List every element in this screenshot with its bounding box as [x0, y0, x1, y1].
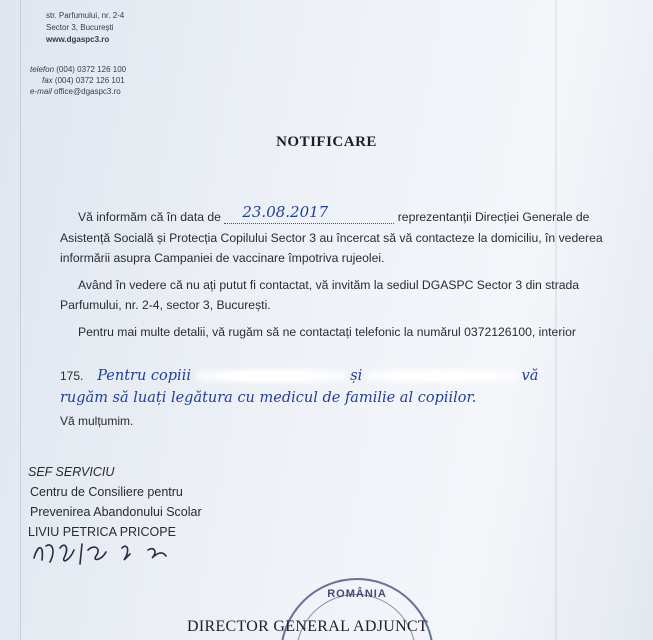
phone-label: telefon — [30, 65, 55, 74]
redacted-area — [196, 369, 346, 383]
contact-block — [30, 64, 126, 97]
handwritten-text: și — [350, 368, 363, 384]
interior-number: 175. — [60, 369, 84, 383]
handwritten-text: vă — [521, 368, 539, 384]
fax-line — [30, 75, 126, 86]
paragraph-1-rest: reprezentanții Direcției Generale de Asistență Socială și Protecția Copilului Sector 3 au încercat să vă contacteze la domiciliu, în vederea informării asupra Campaniei de vaccinare împotriva rujeolei. — [60, 210, 603, 265]
paragraph-2 — [60, 275, 632, 315]
email-line — [30, 86, 126, 97]
email-value: office@dgaspc3.ro — [54, 87, 121, 96]
phone-line — [30, 64, 126, 75]
department-line: Prevenirea Abandonului Scolar — [30, 505, 202, 519]
signatory-name: LIVIU PETRICA PRICOPE — [28, 525, 176, 539]
department-line: Centru de Consiliere pentru — [30, 485, 183, 499]
stamp-text: ROMÂNIA — [327, 588, 387, 600]
handwritten-line-1 — [60, 365, 650, 387]
website: www.dgaspc3.ro — [46, 35, 110, 44]
closing-text: Vă mulțumim. — [60, 414, 134, 428]
paragraph-3 — [60, 322, 632, 342]
address-line: str. Parfumului, nr. 2-4 — [46, 11, 125, 20]
paragraph-1 — [60, 203, 632, 268]
redacted-area — [367, 369, 517, 383]
phone-value: (004) 0372 126 100 — [56, 65, 127, 74]
handwritten-text: Pentru copiii — [97, 368, 191, 384]
paragraph-1-start: Vă informăm că în data de — [78, 210, 221, 224]
handwritten-date: 23.08.2017 — [242, 203, 329, 221]
date-field — [224, 202, 394, 224]
paragraph-2-text: Având în vedere că nu ați putut fi contactat, vă invităm la sediul DGASPC Sector 3 din strada Parfumului, nr. 2-4, sector 3, București. — [60, 278, 580, 312]
signatory-role: SEF SERVICIU — [28, 465, 115, 479]
fax-label: fax — [42, 76, 53, 85]
document-body — [60, 203, 632, 349]
handwritten-line-2: rugăm să luați legătura cu medicul de familie al copiilor. — [60, 390, 477, 406]
address-line: Sector 3, București — [46, 23, 114, 32]
director-title: DIRECTOR GENERAL ADJUNCT — [187, 618, 428, 635]
paragraph-3-text: Pentru mai multe detalii, vă rugăm să ne contactați telefonic la numărul 0372126100, interior — [78, 325, 576, 339]
paper-fold — [20, 0, 21, 640]
handwritten-note — [60, 365, 650, 409]
fax-value: (004) 0372 126 101 — [54, 76, 125, 85]
email-label: e-mail — [30, 87, 52, 96]
signature-block — [28, 462, 202, 542]
handwritten-signature — [30, 536, 200, 570]
letterhead — [30, 10, 126, 97]
document-title: NOTIFICARE — [276, 134, 377, 150]
